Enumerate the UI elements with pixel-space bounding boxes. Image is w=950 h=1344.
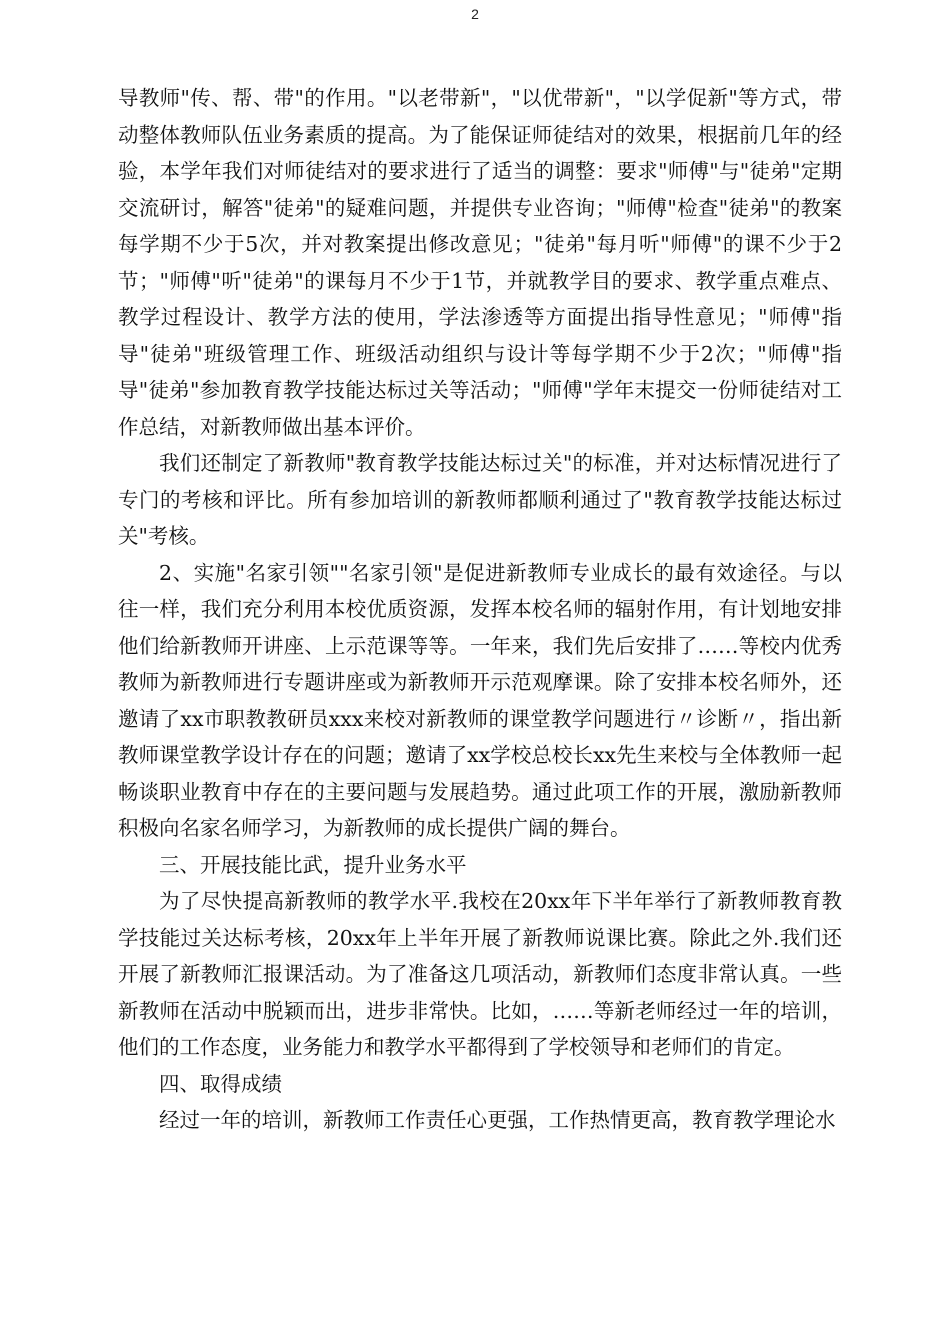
paragraph-achievements: 经过一年的培训，新教师工作责任心更强，工作热情更高，教育教学理论水	[159, 1108, 836, 1132]
paragraph-expert-guidance: 2、实施"名家引领""名家引领"是促进新教师专业成长的最有效途径。与以往一样，我们充分利用本校优质资源，发挥本校名师的辐射作用，有计划地安排他们给新教师开讲座、上示范课等等。一年来，我们先后安排了……等校内优秀教师为新教师进行专题讲座或为新教师开示范观摩课。除了安排本校名师外，还邀请了xx市职教教研员xxx来校对新教师的课堂教学问题进行〃诊断〃，指出新教师课堂教学设计存在的问题；邀请了xx学校总校长xx先生来校与全体教师一起畅谈职业教育中存在的主要问题与发展趋势。通过此项工作的开展，激励新教师积极向名家名师学习，为新教师的成长提供广阔的舞台。	[118, 560, 842, 840]
paragraph-standards: 我们还制定了新教师"教育教学技能达标过关"的标准，并对达标情况进行了专门的考核和评比。所有参加培训的新教师都顺利通过了"教育教学技能达标过关"考核。	[118, 451, 842, 548]
section-heading-skills: 三、开展技能比武，提升业务水平	[159, 852, 467, 877]
paragraph-mentorship: 导教师"传、帮、带"的作用。"以老带新"，"以优带新"，"以学促新"等方式，带动整体教师队伍业务素质的提高。为了能保证师徒结对的效果，根据前几年的经验，本学年我们对师徒结对的要求进行了适当的调整：要求"师傅"与"徒弟"定期交流研讨，解答"徒弟"的疑难问题，并提供专业咨询；"师傅"检查"徒弟"的教案每学期不少于5次，并对教案提出修改意见；"徒弟"每月听"师傅"的课不少于2节；"师傅"听"徒弟"的课每月不少于1节，并就教学目的要求、教学重点难点、教学过程设计、教学方法的使用，学法渗透等方面提出指导性意见；"师傅"指导"徒弟"班级管理工作、班级活动组织与设计等每学期不少于2次；"师傅"指导"徒弟"参加教育教学技能达标过关等活动；"师傅"学年末提交一份师徒结对工作总结，对新教师做出基本评价。	[118, 86, 842, 439]
paragraph-skills-competition: 为了尽快提高新教师的教学水平.我校在20xx年下半年举行了新教师教育教学技能过关达标考核，20xx年上半年开展了新教师说课比赛。除此之外.我们还开展了新教师汇报课活动。为了准备这几项活动，新教师们态度非常认真。一些新教师在活动中脱颖而出，进步非常快。比如，……等新老师经过一年的培训，他们的工作态度，业务能力和教学水平都得到了学校领导和老师们的肯定。	[118, 889, 842, 1059]
section-heading-achievements: 四、取得成绩	[159, 1071, 282, 1096]
page-number: 2	[471, 6, 479, 22]
document-body	[118, 80, 842, 1139]
